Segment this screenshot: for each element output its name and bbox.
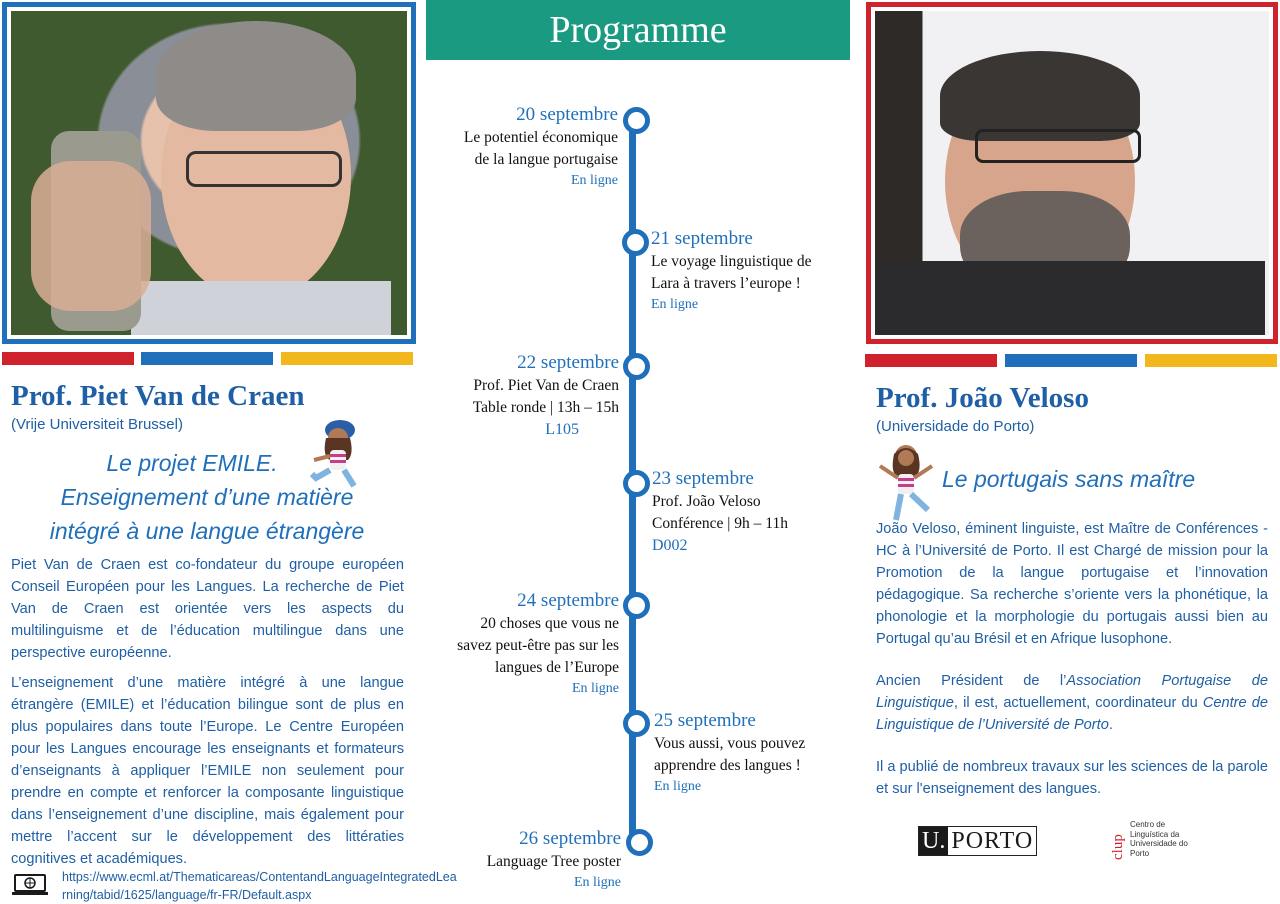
clup-logo-text	[1130, 820, 1188, 858]
left-talk-line-1: Le projet EMILE.	[106, 450, 278, 476]
left-speaker-name: Prof. Piet Van de Craen	[11, 380, 305, 412]
event-date: 21 septembre	[651, 228, 753, 249]
event-line: Vous aussi, vous pouvez	[654, 735, 806, 752]
ecml-link-line-2: rning/tabid/1625/language/fr-FR/Default.aspx	[62, 888, 312, 902]
right-speaker-affiliation: (Universidade do Porto)	[876, 418, 1035, 435]
girl-illustration-right	[874, 440, 938, 526]
event-date: 23 septembre	[652, 468, 754, 489]
yellow-bar-right	[1145, 354, 1277, 367]
timeline-node-2	[622, 229, 649, 256]
event-line: Prof. Piet Van de Craen	[473, 377, 619, 394]
right-bio-emphasis: Association Portugaise de Linguistique	[876, 673, 1268, 711]
right-bio-emphasis: Centre de Linguistique de l’Université de Porto	[876, 695, 1268, 733]
left-talk-title	[10, 446, 404, 548]
event-mode: En ligne	[651, 297, 699, 312]
uporto-logo-mark: U.	[919, 827, 948, 855]
left-speaker-affiliation: (Vrije Universiteit Brussel)	[11, 416, 183, 433]
event-line: 20 choses que vous ne	[480, 615, 619, 632]
blue-bar-right	[1005, 354, 1137, 367]
event-line: Lara à travers l’europe !	[651, 275, 801, 292]
event-mode: En ligne	[571, 681, 619, 696]
event-line: Conférence | 9h – 11h	[652, 515, 788, 532]
programme-header: Programme	[426, 0, 850, 60]
clup-logo-line: Universidade do	[1130, 839, 1188, 848]
clup-logo-line: Linguística da	[1130, 829, 1180, 839]
uporto-logo	[918, 826, 1037, 856]
piet-van-de-craen-photo	[11, 11, 407, 335]
left-photo-frame	[2, 2, 416, 344]
event-line: apprendre des langues !	[654, 757, 801, 774]
event-26-septembre	[411, 827, 621, 893]
blue-bar-left	[141, 352, 273, 365]
web-link-icon	[12, 874, 48, 896]
event-line: de la langue portugaise	[474, 151, 618, 168]
clup-logo	[1104, 818, 1199, 862]
left-bio-paragraph-1: Piet Van de Craen est co-fondateur du groupe européen Conseil Européen pour les Langues. La recherche de Piet Van de Craen est orientée vers les aspects du multilinguisme et de l’éducation multilingue dans une perspective européenne.	[11, 557, 404, 661]
ecml-link-line-1: https://www.ecml.at/Thematicareas/ContentandLanguageIntegratedLea	[62, 870, 457, 884]
left-talk-line-2: Enseignement d’une matière	[60, 484, 354, 510]
uporto-logo-text: PORTO	[951, 828, 1034, 854]
event-date: 20 septembre	[516, 104, 618, 125]
event-20-septembre	[408, 103, 618, 191]
timeline-node-7	[626, 829, 653, 856]
event-line: Le potentiel économique	[463, 129, 618, 146]
event-line: Prof. João Veloso	[652, 493, 761, 510]
left-bio	[11, 554, 404, 878]
timeline-node-6	[623, 710, 650, 737]
clup-logo-line: Porto	[1130, 848, 1150, 858]
event-line: langues de l’Europe	[495, 659, 619, 676]
event-date: 25 septembre	[654, 710, 756, 731]
event-23-septembre	[652, 467, 852, 557]
left-bio-paragraph-2: L’enseignement d’une matière intégré à une langue étrangère (EMILE) et l’éducation bilingue sont de plus en plus populaires dans toute l’Europe. Le Centre Européen pour les Langues encourage les enseignants et formateurs d’enseignants à appliquer l’EMILE non seulement pour prendre en compte et renforcer la composante linguistique dans l’enseignement d’une discipline, mais également pour mettre l’accent sur le développement des littératies cognitives et académiques.	[11, 675, 404, 867]
ecml-link[interactable]	[62, 868, 457, 904]
red-bar-right	[865, 354, 997, 367]
event-25-septembre	[654, 709, 854, 797]
timeline-node-3	[623, 353, 650, 380]
left-talk-line-3: intégré à une langue étrangère	[49, 518, 365, 544]
red-bar-left	[2, 352, 134, 365]
event-mode: En ligne	[570, 173, 618, 188]
timeline-node-5	[623, 592, 650, 619]
event-line: Le voyage linguistique de	[651, 253, 812, 270]
event-line: savez peut-être pas sur les	[457, 637, 619, 654]
event-room: D002	[652, 537, 688, 554]
event-line: Language Tree poster	[486, 853, 621, 870]
right-photo-frame	[866, 2, 1278, 344]
right-bio-text: , il est, actuellement, coordinateur du	[953, 695, 1203, 711]
clup-logo-mark: clup	[1110, 834, 1126, 860]
event-mode: En ligne	[654, 779, 702, 794]
right-talk-title: Le portugais sans maître	[942, 466, 1196, 492]
right-bio-paragraph-3: Il a publié de nombreux travaux sur les sciences de la parole et sur l'enseignement des langues.	[876, 759, 1268, 797]
event-mode: En ligne	[573, 875, 621, 890]
timeline-node-1	[623, 107, 650, 134]
right-bio-text: .	[1108, 717, 1113, 733]
event-date: 26 septembre	[519, 828, 621, 849]
right-bio	[876, 518, 1268, 808]
event-room: L105	[545, 421, 579, 438]
clup-logo-line: Centro de	[1130, 820, 1166, 829]
event-date: 22 septembre	[517, 352, 619, 373]
event-22-septembre	[409, 351, 619, 441]
yellow-bar-left	[281, 352, 413, 365]
right-bio-text: Ancien Président de l’	[876, 673, 1067, 689]
joao-veloso-photo	[875, 11, 1269, 335]
right-bio-paragraph-2	[876, 670, 1268, 736]
event-line: Table ronde | 13h – 15h	[472, 399, 619, 416]
right-speaker-name: Prof. João Veloso	[876, 382, 1089, 414]
event-24-septembre	[409, 589, 619, 699]
event-21-septembre	[651, 227, 851, 315]
right-bio-paragraph-1: João Veloso, éminent linguiste, est Maître de Conférences - HC à l’Université de Porto. Il est Chargé de mission pour la Promotion de la langue portugaise et l’innovation pédagogique. Sa recherche s’oriente vers la phonétique, la phonologie et la morphologie du portugais aussi bien au Portugal qu’au Brésil et en Afrique lusophone.	[876, 521, 1268, 647]
timeline-node-4	[623, 470, 650, 497]
event-date: 24 septembre	[517, 590, 619, 611]
